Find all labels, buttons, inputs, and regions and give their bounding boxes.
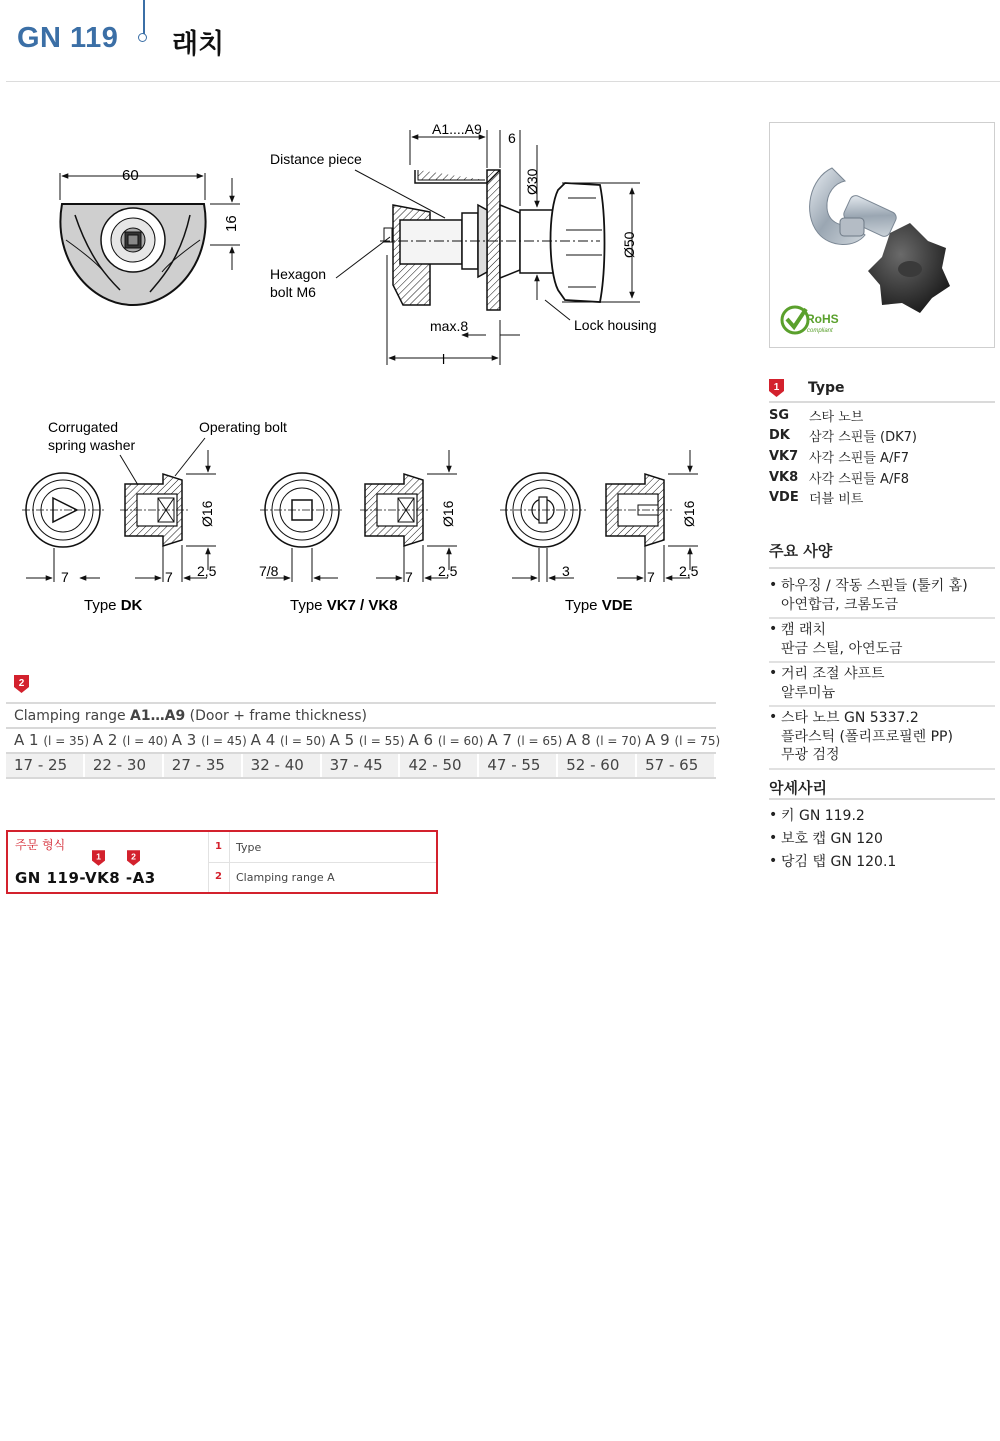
vde-dim-25: 2,5: [679, 563, 699, 579]
order-row-1-num: 1: [215, 841, 222, 852]
type-vk-caption: Type VK7 / VK8: [290, 597, 398, 614]
badge-1-icon: [769, 379, 784, 397]
type-dk-views: [22, 450, 216, 582]
technical-drawing: [0, 100, 760, 630]
svg-text:1: 1: [96, 851, 101, 862]
type-row-vk8: VK8 사각 스핀들 A/F8: [769, 469, 910, 487]
type-row-vde: VDE 더블 비트: [769, 490, 864, 508]
type-vk-views: [260, 450, 457, 582]
type-section-rule: [769, 401, 995, 403]
svg-text:RoHS: RoHS: [806, 312, 839, 326]
vde-dim-3: 3: [562, 563, 570, 579]
dim-max8: max.8: [430, 318, 469, 334]
spec-item: • 스타 노브 GN 5337.2 플라스틱 (폴리프로필렌 PP) 무광 검정: [769, 707, 995, 770]
spec-item: • 거리 조절 샤프트 알루미늄: [769, 663, 995, 707]
specs-title: 주요 사양: [769, 542, 833, 560]
dim-d30: Ø30: [524, 168, 540, 195]
type-section-title: Type: [808, 380, 845, 396]
order-label: 주문 형식: [15, 838, 66, 852]
vk-dim-d16: Ø16: [440, 500, 456, 527]
clamp-table-top-rule: [6, 702, 716, 704]
order-example-box: [6, 830, 438, 894]
badge-2-icon: [14, 675, 29, 693]
knob-front-view: [60, 173, 240, 305]
operating-bolt-label: Operating bolt: [199, 419, 287, 435]
dk-dim-d16: Ø16: [199, 500, 215, 527]
vde-dim-d16: Ø16: [681, 500, 697, 527]
hexagon-bolt-label-line2: bolt M6: [270, 284, 316, 300]
dk-dim-7a: 7: [61, 569, 69, 585]
accessories-list: [769, 803, 995, 872]
lock-housing-label: Lock housing: [574, 317, 657, 333]
spec-item: • 캠 래치 판금 스틸, 아연도금: [769, 619, 995, 663]
product-code: GN 119: [17, 22, 119, 54]
dk-dim-25: 2,5: [197, 563, 217, 579]
latch-photo-illustration: [770, 123, 994, 347]
hexagon-bolt-label-line1: Hexagon: [270, 266, 327, 282]
vk-dim-7: 7: [405, 569, 413, 585]
accessory-item: • 당김 탭 GN 120.1: [769, 852, 897, 870]
order-row-2-num: 2: [215, 871, 222, 882]
vk-dim-25: 2,5: [438, 563, 458, 579]
dim-6: 6: [508, 130, 516, 146]
header-rule: [6, 81, 1000, 82]
product-photo: [769, 122, 995, 348]
dim-a1-a9: A1....A9: [432, 121, 482, 137]
type-row-vk7: VK7 사각 스핀들 A/F7: [769, 448, 910, 466]
dim-d50: Ø50: [621, 231, 637, 258]
type-vde-views: [500, 450, 698, 582]
order-row-1-text: Type: [236, 841, 262, 854]
rohs-logo: [782, 307, 839, 334]
product-name: 래치: [172, 29, 225, 60]
clamp-table-values: 17 - 25 22 - 30 27 - 35 32 - 40 37 - 45 42 - 50 47 - 55 52 - 60 57 - 65: [6, 754, 716, 779]
order-code: GN 119-VK8 -A3: [15, 869, 156, 887]
type-vde-caption: Type VDE: [565, 597, 633, 614]
type-row-sg: SG 스타 노브: [769, 407, 864, 425]
vde-dim-7: 7: [647, 569, 655, 585]
dim-l: l: [442, 351, 446, 367]
distance-piece-label: Distance piece: [270, 151, 362, 167]
type-list: [769, 405, 995, 508]
clamp-table-header: A 1 (l = 35) A 2 (l = 40) A 3 (l = 45) A 4 (l = 50) A 5 (l = 55) A 6 (l = 60) A 7 (l = 65) A 8 (l = 70) A 9 (l = 75): [6, 729, 716, 754]
order-badge-2-icon: [127, 850, 140, 866]
dk-dim-7b: 7: [165, 569, 173, 585]
title-divider-line: [143, 0, 145, 34]
accessory-item: • 보호 캡 GN 120: [769, 829, 883, 847]
specs-rule: [769, 567, 995, 569]
dim-60: 60: [122, 167, 139, 184]
corrugated-label-line2: spring washer: [48, 437, 136, 453]
accessory-item: • 키 GN 119.2: [769, 806, 865, 824]
accessories-rule: [769, 798, 995, 800]
corrugated-label-line1: Corrugated: [48, 419, 119, 435]
title-divider-dot: [138, 33, 147, 42]
clamp-table-caption: Clamping range A1…A9 (Door + frame thickness): [6, 705, 716, 729]
svg-text:compliant: compliant: [807, 328, 833, 334]
svg-text:1: 1: [773, 382, 780, 393]
order-row-2-text: Clamping range A: [236, 871, 335, 884]
svg-text:2: 2: [131, 851, 136, 862]
specs-list: [769, 575, 995, 770]
type-dk-caption: Type DK: [84, 597, 143, 614]
spec-item: • 하우징 / 작동 스핀들 (툴키 홈) 아연합금, 크롬도금: [769, 575, 995, 619]
accessories-title: 악세사리: [769, 779, 827, 797]
type-row-dk: DK 삼각 스핀들 (DK7): [769, 428, 918, 446]
order-badge-1-icon: [92, 850, 105, 866]
vk-dim-78: 7/8: [259, 563, 279, 579]
clamping-range-table: [6, 705, 721, 779]
dim-16: 16: [223, 215, 240, 232]
svg-text:2: 2: [18, 678, 25, 689]
